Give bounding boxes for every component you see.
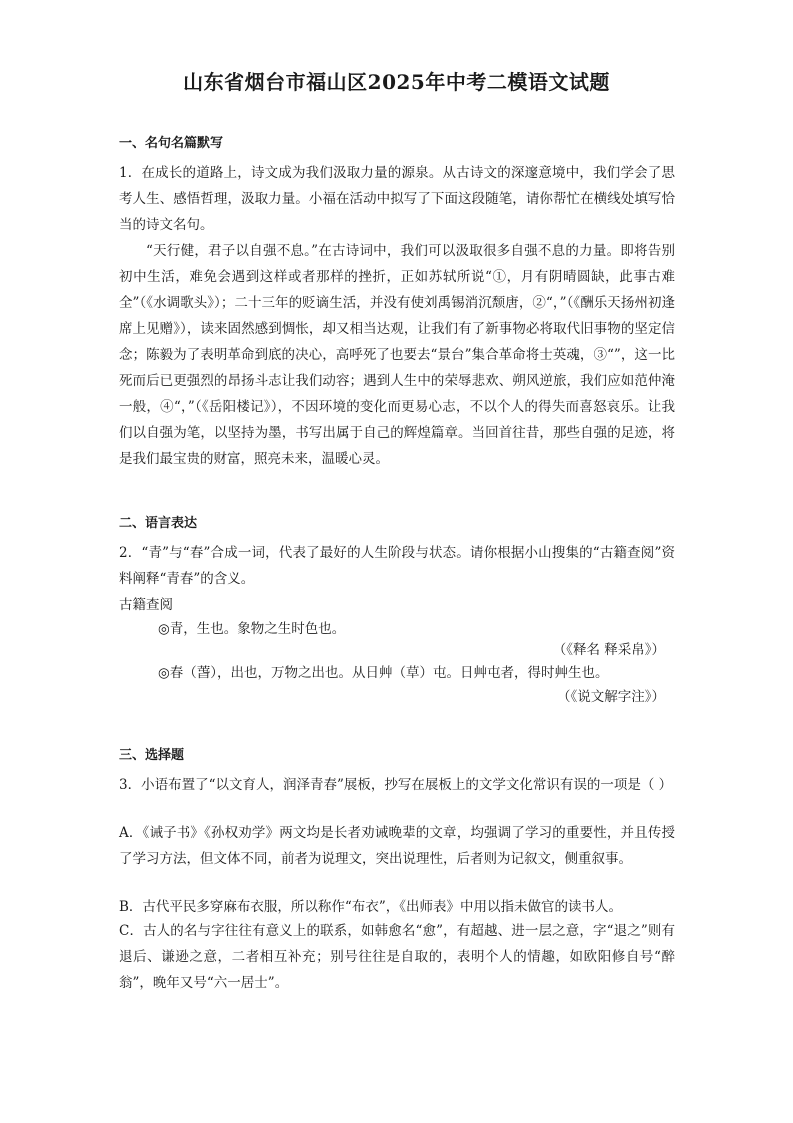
question-3-option-a: A．《诫子书》《孙权劝学》两文均是长者劝诫晚辈的文章，均强调了学习的重要性，并且传授了学习方法，但文体不同，前者为说理文，突出说理性，后者则为记叙文，侧重叙事。 — [119, 825, 675, 867]
section-heading-2: 二、语言表达 — [119, 516, 198, 531]
ancient-book-entry-1: ◎青，生也。象物之生时色也。 — [158, 621, 346, 637]
question-2-stem: 2．“青”与“春”合成一词，代表了最好的人生阶段与状态。请你根据小山搜集的“古籍查阅”资料阐释“青春”的含义。 — [119, 545, 675, 587]
ancient-book-source-2: （《说文解字注》） — [557, 689, 665, 705]
question-3-option-b: B．古代平民多穿麻布衣服，所以称作“布衣”，《出师表》中用以指未做官的读书人。 — [119, 899, 622, 915]
question-1-stem: 1．在成长的道路上，诗文成为我们汲取力量的源泉。从古诗文的深邃意境中，我们学会了思考人生、感悟哲理，汲取力量。小福在活动中拟写了下面这段随笔，请你帮忙在横线处填写恰当的诗文名句。 — [119, 165, 675, 233]
section-heading-3: 三、选择题 — [119, 748, 185, 763]
question-3-stem: 3．小语布置了“以文育人，润泽青春”展板，抄写在展板上的文学文化常识有误的一项是（ ） — [119, 777, 673, 793]
question-3-option-c: C．古人的名与字往往有意义上的联系，如韩愈名“愈”，有超越、进一层之意，字“退之”则有退后、谦逊之意，二者相互补充；别号往往是自取的，表明个人的情趣，如欧阳修自号“醉翁”，晚年又号“六一居士”。 — [119, 923, 675, 991]
ancient-book-source-1: （《释名 释采帛》） — [552, 642, 665, 658]
section-heading-1: 一、名句名篇默写 — [119, 136, 224, 151]
question-1-passage: “天行健，君子以自强不息。”在古诗词中，我们可以汲取很多自强不息的力量。即将告别初中生活，难免会遇到这样或者那样的挫折，正如苏轼所说“①，月有阴晴圆缺，此事古难全”（《水调歌头》）；二十三年的贬谪生活，并没有使刘禹锡消沉颓唐，②“，”（《酬乐天扬州初逢席上见赠》），读来固然感到惆怅，却又相当达观，让我们有了新事物必将取代旧事物的坚定信念；陈毅为了表明革命到底的决心，高呼死了也要去“景台”集合革命将士英魂，③“”，这一比死而后已更强烈的昂扬斗志让我们动容；遇到人生中的荣辱悲欢、朔风逆旅，我们应如范仲淹一般，④“，”（《岳阳楼记》），不因环境的变化而更易心志，不以个人的得失而喜怒哀乐。让我们以自强为笔，以坚持为墨，书写出属于自己的辉煌篇章。当回首往昔，那些自强的足迹，将是我们最宝贵的财富，照亮未来，温暖心灵。 — [119, 243, 675, 467]
ancient-books-label: 古籍查阅 — [119, 597, 173, 613]
ancient-book-entry-2: ◎春（萅），出也，万物之出也。从日艸（草）屯。日艸屯者，得时艸生也。 — [158, 665, 609, 681]
page-title: 山东省烟台市福山区2025年中考二模语文试题 — [183, 70, 610, 94]
